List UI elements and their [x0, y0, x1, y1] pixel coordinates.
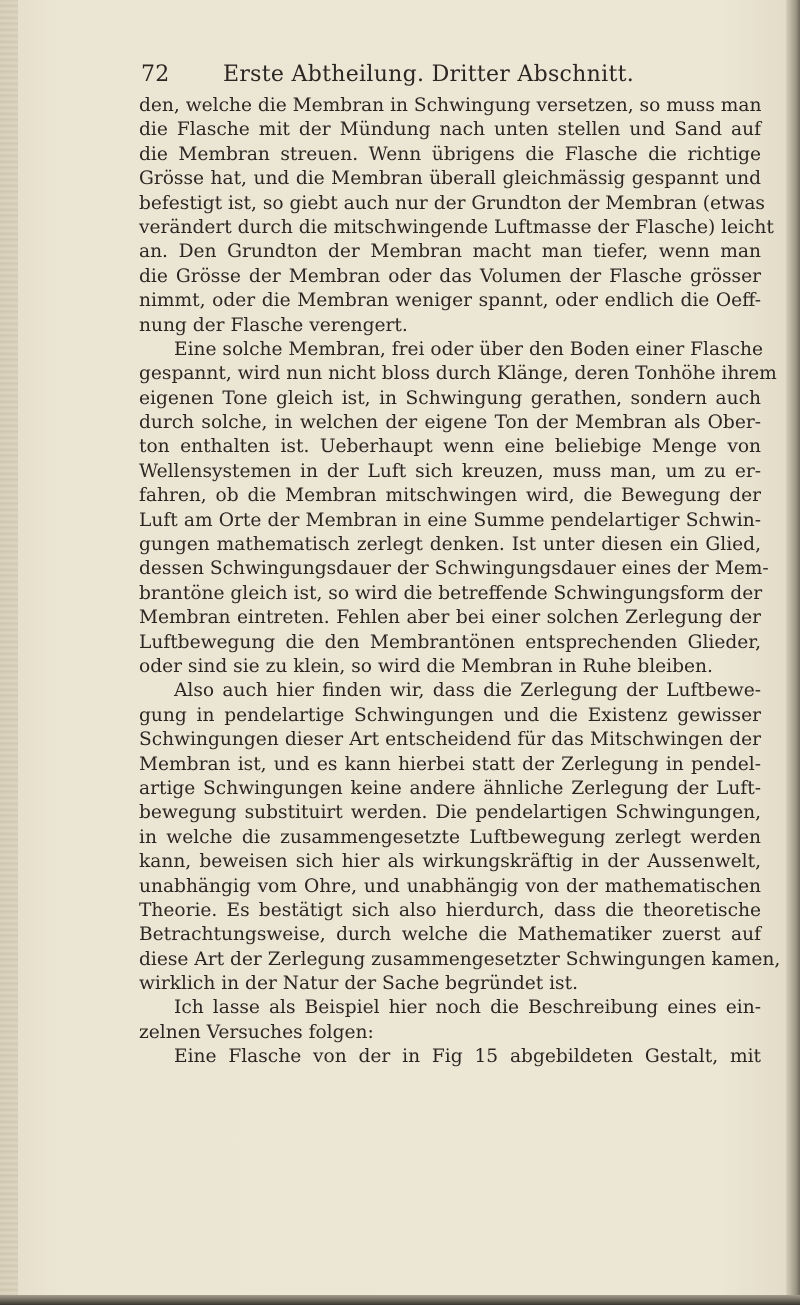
text-line: diese Art der Zerlegung zusammengesetzter Schwingungen kamen, [139, 948, 781, 970]
text-line: Theorie. Es bestätigt sich also hierdurch, dass die theoretische [139, 899, 761, 921]
paragraph-start-line: Also auch hier finden wir, dass die Zerlegung der Luftbewe- [174, 680, 761, 702]
text-line: durch solche, in welchen der eigene Ton der Membran als Ober- [139, 412, 761, 434]
text-line: ton enthalten ist. Ueberhaupt wenn eine beliebige Menge von [139, 436, 761, 458]
paragraph-start-line: Ich lasse als Beispiel hier noch die Beschreibung eines ein- [174, 997, 761, 1019]
text-line: brantöne gleich ist, so wird die betreffende Schwingungsform der [139, 582, 763, 604]
text-line: fahren, ob die Membran mitschwingen wird, die Bewegung der [139, 485, 761, 507]
text-line: Membran ist, und es kann hierbei statt der Zerlegung in pendel- [139, 753, 761, 775]
page-gutter-shadow [0, 0, 18, 1305]
text-line: Membran eintreten. Fehlen aber bei einer solchen Zerlegung der [139, 607, 761, 629]
text-line: eigenen Tone gleich ist, in Schwingung gerathen, sondern auch [139, 387, 761, 409]
text-line: gung in pendelartige Schwingungen und die Existenz gewisser [139, 704, 761, 726]
text-line: verändert durch die mitschwingende Luftmasse der Flasche) leicht [139, 216, 774, 238]
text-line: nimmt, oder die Membran weniger spannt, oder endlich die Oeff- [139, 290, 761, 312]
paragraph-end-line: nung der Flasche verengert. [139, 314, 408, 336]
body-text [139, 94, 781, 1070]
text-line: die Membran streuen. Wenn übrigens die Flasche die richtige [139, 143, 761, 165]
paragraph-start-line: Eine solche Membran, frei oder über den Boden einer Flasche [174, 338, 763, 360]
text-line: Schwingungen dieser Art entscheidend für das Mitschwingen der [139, 729, 761, 751]
page-right-edge [786, 0, 800, 1305]
paragraph-end-line: wirklich in der Natur der Sache begründet ist. [139, 973, 578, 995]
text-line: unabhängig vom Ohre, und unabhängig von der mathematischen [139, 875, 761, 897]
text-line: befestigt ist, so giebt auch nur der Grundton der Membran (etwas [139, 192, 765, 214]
text-line: dessen Schwingungsdauer der Schwingungsdauer eines der Mem- [139, 558, 769, 580]
paragraph-start-line: Eine Flasche von der in Fig 15 abgebildeten Gestalt, mit [174, 1046, 761, 1068]
text-line: gespannt, wird nun nicht bloss durch Klänge, deren Tonhöhe ihrem [139, 363, 777, 385]
paragraph-end-line: zelnen Versuches folgen: [139, 1021, 374, 1043]
text-line: in welche die zusammengesetzte Luftbewegung zerlegt werden [139, 826, 761, 848]
page-bottom-edge [0, 1295, 800, 1305]
text-line: die Grösse der Membran oder das Volumen der Flasche grösser [139, 265, 761, 287]
page-header [141, 62, 761, 92]
text-line: bewegung substituirt werden. Die pendelartigen Schwingungen, [139, 802, 761, 824]
text-line: Luft am Orte der Membran in eine Summe pendelartiger Schwin- [139, 509, 761, 531]
text-line: an. Den Grundton der Membran macht man tiefer, wenn man [139, 241, 761, 263]
text-line: artige Schwingungen keine andere ähnliche Zerlegung der Luft- [139, 777, 761, 799]
page-number: 72 [141, 62, 170, 87]
text-line: gungen mathematisch zerlegt denken. Ist unter diesen ein Glied, [139, 534, 761, 556]
text-line: Wellensystemen in der Luft sich kreuzen, muss man, um zu er- [139, 460, 761, 482]
paragraph-end-line: oder sind sie zu klein, so wird die Membran in Ruhe bleiben. [139, 655, 713, 677]
text-line: kann, beweisen sich hier als wirkungskräftig in der Aussenwelt, [139, 851, 761, 873]
text-line: Luftbewegung die den Membrantönen entsprechenden Glieder, [139, 631, 761, 653]
text-line: den, welche die Membran in Schwingung versetzen, so muss man [139, 95, 762, 116]
text-line: die Flasche mit der Mündung nach unten stellen und Sand auf [139, 119, 761, 141]
text-line: Betrachtungsweise, durch welche die Mathematiker zuerst auf [139, 924, 761, 946]
running-head: Erste Abtheilung. Dritter Abschnitt. [223, 62, 635, 87]
text-line: Grösse hat, und die Membran überall gleichmässig gespannt und [139, 168, 761, 190]
